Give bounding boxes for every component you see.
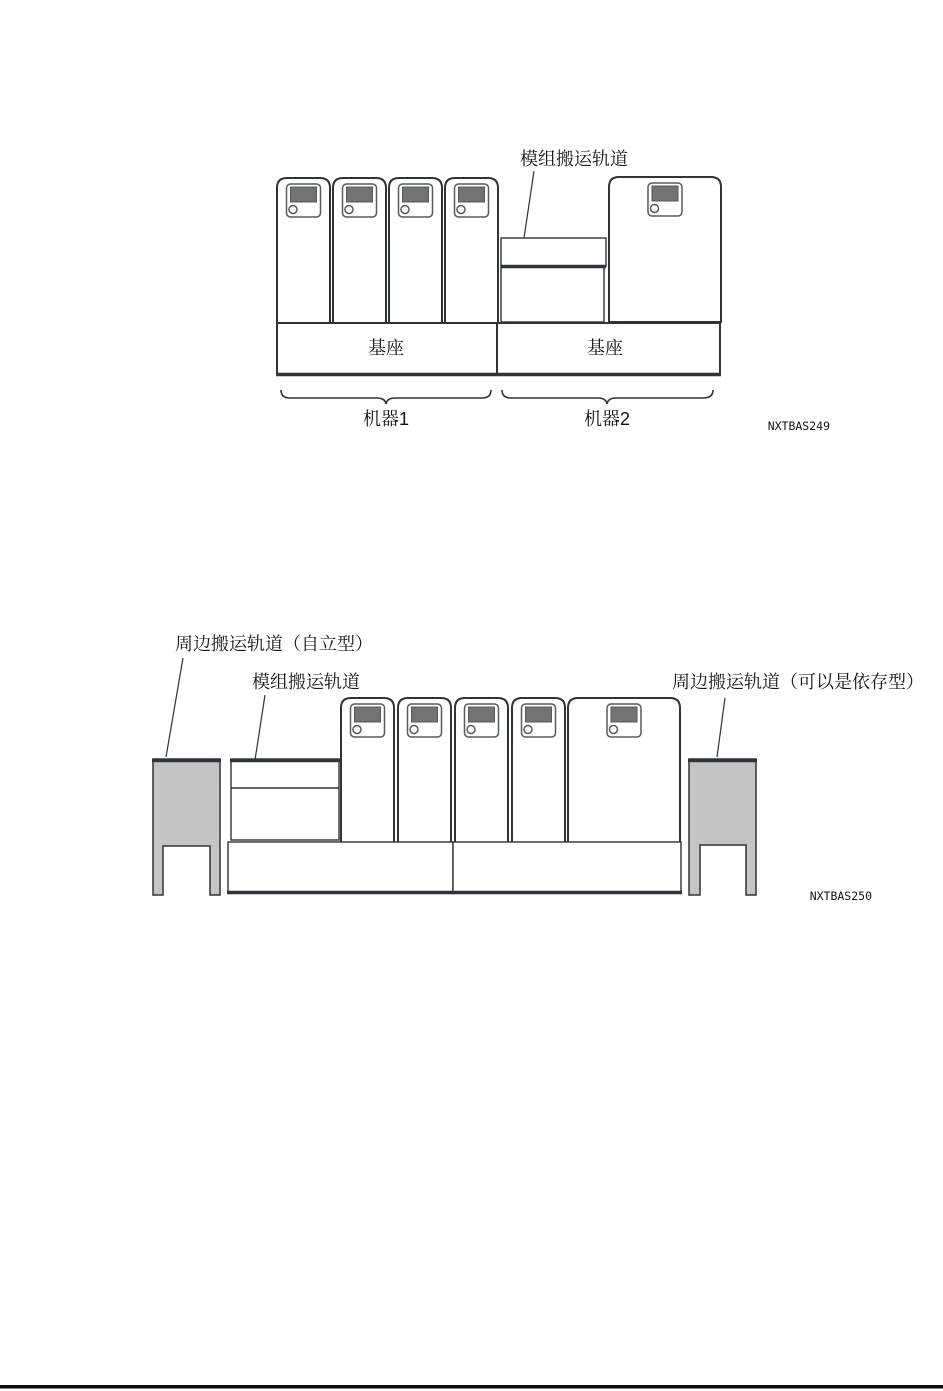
figure2-right-rail-leader-line <box>717 698 725 757</box>
base2-label: 基座 <box>587 338 623 358</box>
figure2-peripheral-rails-diagram <box>152 634 924 903</box>
figure2-module-transport-rail <box>230 759 340 840</box>
figure2-code: NXTBAS250 <box>809 889 872 903</box>
page-footer-rule <box>0 1385 943 1389</box>
machine1-module-4 <box>445 178 498 323</box>
figure1-module-transport-rail <box>501 238 606 322</box>
figure2-right-rail-label: 周边搬运轨道（可以是依存型） <box>672 672 924 692</box>
figure2-module-wide <box>568 698 680 843</box>
machine1-label: 机器1 <box>362 409 410 429</box>
machine1-module-1 <box>277 178 330 323</box>
figure2-right-rail-stand <box>688 759 757 895</box>
figure1-code: NXTBAS249 <box>767 419 830 433</box>
figure2-module-1 <box>341 698 394 843</box>
figure1-module-rail-label: 模组搬运轨道 <box>520 149 628 169</box>
figure2-module-rail-leader-line <box>255 695 265 760</box>
machine2-module <box>609 177 721 322</box>
figure2-left-rail-label: 周边搬运轨道（自立型） <box>175 634 373 654</box>
figure1-base-2 <box>497 323 720 375</box>
base1-label: 基座 <box>368 338 404 358</box>
figure2-module-2 <box>398 698 451 843</box>
machine2-brace <box>502 390 713 404</box>
figure2-module-3 <box>455 698 508 843</box>
machine1-brace <box>281 390 491 404</box>
machine1-module-3 <box>389 178 442 323</box>
figure2-module-4 <box>512 698 565 843</box>
figure2-base-2 <box>453 842 681 893</box>
figure1-two-machines-diagram <box>276 149 830 433</box>
figure2-left-rail-stand <box>152 759 221 895</box>
figure2-module-rail-label: 模组搬运轨道 <box>252 672 360 692</box>
figure1-base-1 <box>277 323 497 375</box>
figure2-left-rail-leader-line <box>166 658 183 757</box>
machine2-label: 机器2 <box>583 409 631 429</box>
figure2-base-1 <box>228 842 453 893</box>
figure1-module-rail-leader-line <box>524 171 534 238</box>
machine1-module-2 <box>333 178 386 323</box>
